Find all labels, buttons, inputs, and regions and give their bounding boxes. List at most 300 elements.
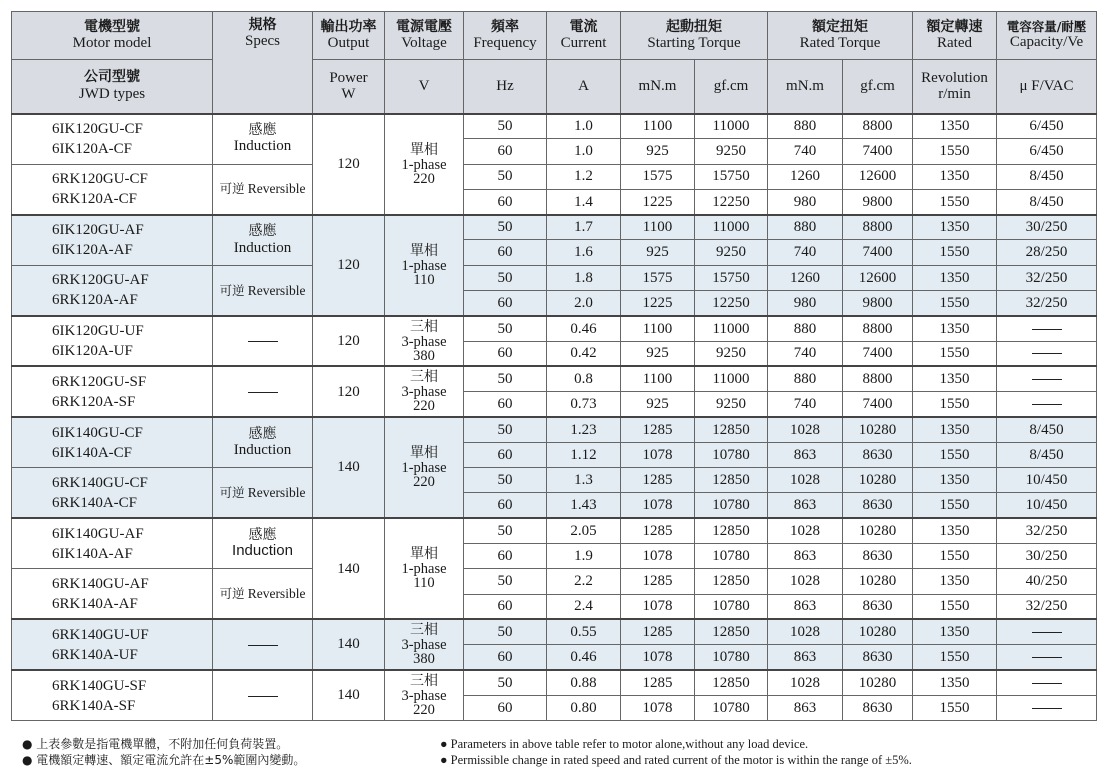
header-speed-unit: Revolution r/min <box>913 60 997 114</box>
model-name: 6RK140A-SF <box>52 697 136 714</box>
voltage-cell <box>385 417 464 518</box>
rated-speed-cell: 1550 <box>913 291 997 316</box>
frequency-cell: 50 <box>464 468 547 493</box>
induction-label-en: Induction <box>232 542 293 560</box>
header-frequency: 頻率 Frequency <box>464 12 547 60</box>
start-mnm-cell: 1078 <box>621 594 695 619</box>
start-gfcm-cell: 10780 <box>695 493 768 518</box>
header-motor-model: 電機型號 Motor model <box>12 12 213 60</box>
current-cell: 1.43 <box>547 493 621 518</box>
voltage-cell <box>385 114 464 215</box>
model-name: 6RK120A-CF <box>52 191 138 208</box>
current-cell: 0.8 <box>547 366 621 391</box>
induction-label-en: Induction <box>233 138 292 155</box>
rated-mnm-cell: 1028 <box>768 417 843 442</box>
motor-group <box>12 518 1097 619</box>
voltage-value: 220 <box>413 170 435 187</box>
rated-speed-cell: 1350 <box>913 417 997 442</box>
voltage-value: 380 <box>413 651 435 668</box>
rated-speed-cell: 1350 <box>913 215 997 240</box>
note-zh-2: ● 電機額定轉速、額定電流允許在±5%範圍內變動。 <box>22 753 306 767</box>
spec-type-cell <box>213 215 313 266</box>
start-mnm-cell: 1100 <box>621 366 695 391</box>
current-cell: 2.05 <box>547 518 621 543</box>
capacity-cell: 32/250 <box>997 518 1097 543</box>
phase-label-en: 1-phase <box>401 257 447 274</box>
model-cell <box>12 114 213 165</box>
rated-gfcm-cell: 8630 <box>843 493 913 518</box>
current-cell: 0.88 <box>547 670 621 695</box>
current-cell: 0.73 <box>547 392 621 417</box>
motor-group <box>12 114 1097 215</box>
rated-gfcm-cell: 10280 <box>843 518 913 543</box>
model-cell <box>12 366 213 417</box>
capacity-cell: 30/250 <box>997 215 1097 240</box>
voltage-cell <box>385 215 464 316</box>
start-gfcm-cell: 10780 <box>695 695 768 720</box>
rated-speed-cell: 1550 <box>913 240 997 265</box>
model-name: 6IK120GU-CF <box>52 121 143 138</box>
header-company-model: 公司型號 JWD types <box>12 60 213 114</box>
spec-type-cell <box>213 468 313 519</box>
frequency-cell: 60 <box>464 240 547 265</box>
capacity-cell <box>997 341 1097 366</box>
model-name: 6RK140GU-UF <box>52 626 149 643</box>
table-row <box>12 265 1097 290</box>
model-cell <box>12 569 213 620</box>
table-row <box>12 164 1097 189</box>
start-gfcm-cell: 12850 <box>695 670 768 695</box>
current-cell: 1.8 <box>547 265 621 290</box>
start-gfcm-cell: 11000 <box>695 114 768 139</box>
header-frequency-unit: Hz <box>464 60 547 114</box>
current-cell: 2.4 <box>547 594 621 619</box>
induction-label-en: Induction <box>233 239 292 256</box>
header-starting-torque: 起動扭矩 Starting Torque <box>621 12 768 60</box>
capacity-cell <box>997 695 1097 720</box>
start-gfcm-cell: 12250 <box>695 291 768 316</box>
start-gfcm-cell: 12850 <box>695 569 768 594</box>
current-cell: 1.4 <box>547 189 621 214</box>
start-gfcm-cell: 12850 <box>695 518 768 543</box>
rated-speed-cell: 1550 <box>913 695 997 720</box>
dash-mark <box>1032 379 1062 380</box>
header-output-unit: Power W <box>313 60 385 114</box>
start-gfcm-cell: 12850 <box>695 417 768 442</box>
rated-mnm-cell: 980 <box>768 291 843 316</box>
start-gfcm-cell: 9250 <box>695 139 768 164</box>
current-cell: 1.9 <box>547 544 621 569</box>
model-name: 6IK120GU-UF <box>52 323 144 340</box>
dash-mark <box>1032 632 1062 633</box>
model-cell <box>12 518 213 569</box>
start-mnm-cell: 1225 <box>621 291 695 316</box>
voltage-value: 110 <box>413 271 435 288</box>
header-voltage: 電源電壓 Voltage <box>385 12 464 60</box>
output-power-cell: 120 <box>313 316 385 367</box>
phase-label-en: 1-phase <box>401 156 447 173</box>
spec-type-cell <box>213 265 313 316</box>
rated-mnm-cell: 863 <box>768 442 843 467</box>
current-cell: 1.0 <box>547 139 621 164</box>
frequency-cell: 50 <box>464 417 547 442</box>
voltage-cell <box>385 316 464 367</box>
reversible-label <box>220 587 306 601</box>
rated-gfcm-cell: 7400 <box>843 139 913 164</box>
spec-type-cell <box>213 114 313 165</box>
current-cell: 1.3 <box>547 468 621 493</box>
rated-speed-cell: 1350 <box>913 265 997 290</box>
table-header <box>12 12 1097 114</box>
model-name: 6RK140A-AF <box>52 595 138 612</box>
current-cell: 1.7 <box>547 215 621 240</box>
rated-gfcm-cell: 10280 <box>843 468 913 493</box>
output-power-cell: 120 <box>313 366 385 417</box>
capacity-cell: 10/450 <box>997 493 1097 518</box>
start-gfcm-cell: 12850 <box>695 619 768 644</box>
table-row <box>12 670 1097 695</box>
dash-mark <box>248 341 278 342</box>
capacity-cell <box>997 316 1097 341</box>
start-gfcm-cell: 11000 <box>695 215 768 240</box>
capacity-cell <box>997 619 1097 644</box>
current-cell: 2.2 <box>547 569 621 594</box>
rated-gfcm-cell: 9800 <box>843 189 913 214</box>
current-cell: 1.6 <box>547 240 621 265</box>
start-gfcm-cell: 9250 <box>695 392 768 417</box>
start-gfcm-cell: 15750 <box>695 265 768 290</box>
dash-mark <box>1032 329 1062 330</box>
rated-speed-cell: 1550 <box>913 189 997 214</box>
current-cell: 0.46 <box>547 645 621 670</box>
frequency-cell: 60 <box>464 189 547 214</box>
capacity-cell: 6/450 <box>997 139 1097 164</box>
voltage-cell <box>385 518 464 619</box>
start-gfcm-cell: 11000 <box>695 316 768 341</box>
model-name: 6RK120A-AF <box>52 292 138 309</box>
rated-gfcm-cell: 8630 <box>843 695 913 720</box>
phase-label-zh: 單相 <box>410 546 438 563</box>
phase-label-zh: 三相 <box>410 369 438 386</box>
voltage-cell <box>385 366 464 417</box>
rated-gfcm-cell: 9800 <box>843 291 913 316</box>
model-name: 6RK140GU-AF <box>52 575 149 592</box>
reversible-label-zh: 可逆 <box>219 181 245 197</box>
model-cell <box>12 316 213 367</box>
capacity-cell: 8/450 <box>997 189 1097 214</box>
start-mnm-cell: 1285 <box>621 518 695 543</box>
model-cell <box>12 417 213 468</box>
frequency-cell: 60 <box>464 544 547 569</box>
rated-gfcm-cell: 7400 <box>843 240 913 265</box>
rated-mnm-cell: 740 <box>768 341 843 366</box>
start-gfcm-cell: 9250 <box>695 341 768 366</box>
rated-mnm-cell: 880 <box>768 366 843 391</box>
rated-mnm-cell: 1260 <box>768 164 843 189</box>
rated-gfcm-cell: 8800 <box>843 366 913 391</box>
current-cell: 1.23 <box>547 417 621 442</box>
capacity-cell: 32/250 <box>997 291 1097 316</box>
header-rated-gfcm: gf.cm <box>843 60 913 114</box>
rated-gfcm-cell: 7400 <box>843 341 913 366</box>
frequency-cell: 50 <box>464 518 547 543</box>
capacity-cell: 6/450 <box>997 114 1097 139</box>
spec-type-cell <box>213 569 313 620</box>
frequency-cell: 50 <box>464 265 547 290</box>
start-mnm-cell: 1575 <box>621 164 695 189</box>
start-mnm-cell: 1100 <box>621 114 695 139</box>
voltage-cell <box>385 670 464 721</box>
rated-speed-cell: 1550 <box>913 645 997 670</box>
rated-mnm-cell: 1028 <box>768 518 843 543</box>
current-cell: 0.55 <box>547 619 621 644</box>
rated-speed-cell: 1350 <box>913 366 997 391</box>
rated-speed-cell: 1350 <box>913 316 997 341</box>
capacity-cell: 28/250 <box>997 240 1097 265</box>
frequency-cell: 50 <box>464 114 547 139</box>
rated-mnm-cell: 1028 <box>768 619 843 644</box>
frequency-cell: 50 <box>464 670 547 695</box>
rated-mnm-cell: 863 <box>768 493 843 518</box>
note-zh-1: ● 上表參數是指電機單體，不附加任何負荷裝置。 <box>22 737 289 751</box>
rated-mnm-cell: 880 <box>768 114 843 139</box>
rated-speed-cell: 1350 <box>913 114 997 139</box>
start-gfcm-cell: 10780 <box>695 442 768 467</box>
rated-gfcm-cell: 8800 <box>843 215 913 240</box>
output-power-cell: 140 <box>313 670 385 721</box>
start-mnm-cell: 1285 <box>621 670 695 695</box>
voltage-value: 220 <box>413 702 435 719</box>
table-row <box>12 619 1097 644</box>
spec-type-cell <box>213 619 313 670</box>
frequency-cell: 50 <box>464 215 547 240</box>
motor-group <box>12 417 1097 518</box>
capacity-cell: 32/250 <box>997 265 1097 290</box>
rated-mnm-cell: 880 <box>768 215 843 240</box>
rated-gfcm-cell: 10280 <box>843 619 913 644</box>
frequency-cell: 60 <box>464 392 547 417</box>
capacity-cell <box>997 366 1097 391</box>
rated-mnm-cell: 863 <box>768 695 843 720</box>
spec-type-cell <box>213 518 313 569</box>
rated-gfcm-cell: 10280 <box>843 417 913 442</box>
motor-group <box>12 670 1097 721</box>
phase-label-en: 3-phase <box>401 333 447 350</box>
model-cell <box>12 619 213 670</box>
table-row <box>12 417 1097 442</box>
notes-chinese <box>22 736 305 768</box>
dash-mark <box>1032 353 1062 354</box>
rated-mnm-cell: 880 <box>768 316 843 341</box>
voltage-cell <box>385 619 464 670</box>
current-cell: 0.46 <box>547 316 621 341</box>
rated-speed-cell: 1350 <box>913 164 997 189</box>
model-cell <box>12 468 213 519</box>
induction-label-zh: 感應 <box>248 223 277 240</box>
dash-mark <box>248 645 278 646</box>
rated-speed-cell: 1550 <box>913 341 997 366</box>
spec-type-cell <box>213 164 313 215</box>
capacity-cell: 32/250 <box>997 594 1097 619</box>
model-name: 6RK120GU-SF <box>52 373 147 390</box>
reversible-label-zh: 可逆 <box>219 282 245 298</box>
rated-mnm-cell: 980 <box>768 189 843 214</box>
rated-mnm-cell: 1028 <box>768 468 843 493</box>
frequency-cell: 60 <box>464 341 547 366</box>
rated-speed-cell: 1550 <box>913 139 997 164</box>
model-name: 6IK140A-AF <box>52 545 133 562</box>
model-name: 6IK140GU-AF <box>52 525 144 542</box>
current-cell: 2.0 <box>547 291 621 316</box>
rated-speed-cell: 1350 <box>913 619 997 644</box>
capacity-cell <box>997 645 1097 670</box>
frequency-cell: 60 <box>464 291 547 316</box>
rated-mnm-cell: 740 <box>768 139 843 164</box>
capacity-cell <box>997 392 1097 417</box>
rated-gfcm-cell: 8630 <box>843 544 913 569</box>
reversible-label-en: Reversible <box>247 586 306 602</box>
start-mnm-cell: 1225 <box>621 189 695 214</box>
dash-mark <box>248 392 278 393</box>
output-power-cell: 140 <box>313 619 385 670</box>
spec-type-cell <box>213 366 313 417</box>
note-en-1: ● Parameters in above table refer to motor alone,without any load device. <box>440 737 809 751</box>
capacity-cell: 30/250 <box>997 544 1097 569</box>
table-row <box>12 569 1097 594</box>
motor-group <box>12 619 1097 670</box>
rated-mnm-cell: 740 <box>768 392 843 417</box>
rated-gfcm-cell: 12600 <box>843 265 913 290</box>
voltage-value: 380 <box>413 347 435 364</box>
start-mnm-cell: 925 <box>621 341 695 366</box>
capacity-cell <box>997 670 1097 695</box>
start-gfcm-cell: 10780 <box>695 594 768 619</box>
voltage-value: 110 <box>413 575 435 592</box>
reversible-label <box>220 486 306 500</box>
header-rated-speed: 額定轉速 Rated <box>913 12 997 60</box>
current-cell: 0.42 <box>547 341 621 366</box>
voltage-value: 220 <box>413 474 435 491</box>
table-row <box>12 215 1097 240</box>
start-mnm-cell: 1285 <box>621 468 695 493</box>
model-name: 6RK140A-CF <box>52 494 138 511</box>
rated-gfcm-cell: 8630 <box>843 442 913 467</box>
phase-label-en: 3-phase <box>401 637 447 654</box>
rated-speed-cell: 1550 <box>913 442 997 467</box>
rated-speed-cell: 1550 <box>913 493 997 518</box>
current-cell: 0.80 <box>547 695 621 720</box>
frequency-cell: 50 <box>464 164 547 189</box>
reversible-label-zh: 可逆 <box>219 484 245 500</box>
start-mnm-cell: 1285 <box>621 619 695 644</box>
header-specs: 規格 Specs <box>213 12 313 114</box>
dash-mark <box>1032 404 1062 405</box>
dash-mark <box>1032 683 1062 684</box>
rated-gfcm-cell: 8630 <box>843 594 913 619</box>
start-gfcm-cell: 10780 <box>695 645 768 670</box>
motor-group <box>12 366 1097 417</box>
rated-speed-cell: 1350 <box>913 468 997 493</box>
rated-speed-cell: 1350 <box>913 569 997 594</box>
phase-label-zh: 三相 <box>410 318 438 335</box>
start-gfcm-cell: 12850 <box>695 468 768 493</box>
rated-mnm-cell: 1028 <box>768 670 843 695</box>
reversible-label-en: Reversible <box>247 484 306 500</box>
induction-label-zh: 感應 <box>248 425 277 442</box>
header-capacity-unit: μ F/VAC <box>997 60 1097 114</box>
motor-group <box>12 316 1097 367</box>
notes-english <box>440 736 912 768</box>
start-gfcm-cell: 10780 <box>695 544 768 569</box>
rated-gfcm-cell: 10280 <box>843 670 913 695</box>
capacity-cell: 8/450 <box>997 417 1097 442</box>
model-name: 6RK120A-SF <box>52 393 136 410</box>
rated-gfcm-cell: 10280 <box>843 569 913 594</box>
model-cell <box>12 164 213 215</box>
reversible-label-zh: 可逆 <box>219 586 245 602</box>
phase-label-zh: 三相 <box>410 622 438 639</box>
induction-label-zh: 感應 <box>248 122 277 139</box>
start-mnm-cell: 1285 <box>621 569 695 594</box>
rated-speed-cell: 1350 <box>913 670 997 695</box>
start-mnm-cell: 1100 <box>621 215 695 240</box>
frequency-cell: 50 <box>464 366 547 391</box>
start-mnm-cell: 1078 <box>621 493 695 518</box>
start-mnm-cell: 1575 <box>621 265 695 290</box>
phase-label-en: 1-phase <box>401 460 447 477</box>
rated-speed-cell: 1350 <box>913 518 997 543</box>
start-gfcm-cell: 15750 <box>695 164 768 189</box>
rated-speed-cell: 1550 <box>913 594 997 619</box>
dash-mark <box>248 696 278 697</box>
frequency-cell: 60 <box>464 594 547 619</box>
frequency-cell: 50 <box>464 316 547 341</box>
rated-mnm-cell: 1260 <box>768 265 843 290</box>
model-name: 6RK120GU-AF <box>52 272 149 289</box>
start-mnm-cell: 1100 <box>621 316 695 341</box>
model-cell <box>12 670 213 721</box>
frequency-cell: 50 <box>464 569 547 594</box>
induction-label-en: Induction <box>233 442 292 459</box>
table-row <box>12 468 1097 493</box>
rated-mnm-cell: 740 <box>768 240 843 265</box>
start-mnm-cell: 925 <box>621 240 695 265</box>
start-mnm-cell: 1078 <box>621 645 695 670</box>
frequency-cell: 60 <box>464 493 547 518</box>
phase-label-zh: 單相 <box>410 141 438 158</box>
model-name: 6IK140GU-CF <box>52 424 143 441</box>
frequency-cell: 60 <box>464 442 547 467</box>
phase-label-en: 3-phase <box>401 688 447 705</box>
frequency-cell: 60 <box>464 645 547 670</box>
header-output: 輸出功率 Output <box>313 12 385 60</box>
dash-mark <box>1032 657 1062 658</box>
rated-mnm-cell: 863 <box>768 594 843 619</box>
model-cell <box>12 215 213 266</box>
capacity-cell: 8/450 <box>997 442 1097 467</box>
frequency-cell: 60 <box>464 695 547 720</box>
phase-label-zh: 三相 <box>410 673 438 690</box>
model-name: 6RK140A-UF <box>52 646 138 663</box>
model-name: 6RK120GU-CF <box>52 171 148 188</box>
rated-gfcm-cell: 12600 <box>843 164 913 189</box>
capacity-cell: 40/250 <box>997 569 1097 594</box>
dash-mark <box>1032 708 1062 709</box>
header-start-mnm: mN.m <box>621 60 695 114</box>
output-power-cell: 140 <box>313 518 385 619</box>
rated-gfcm-cell: 8800 <box>843 316 913 341</box>
header-start-gfcm: gf.cm <box>695 60 768 114</box>
